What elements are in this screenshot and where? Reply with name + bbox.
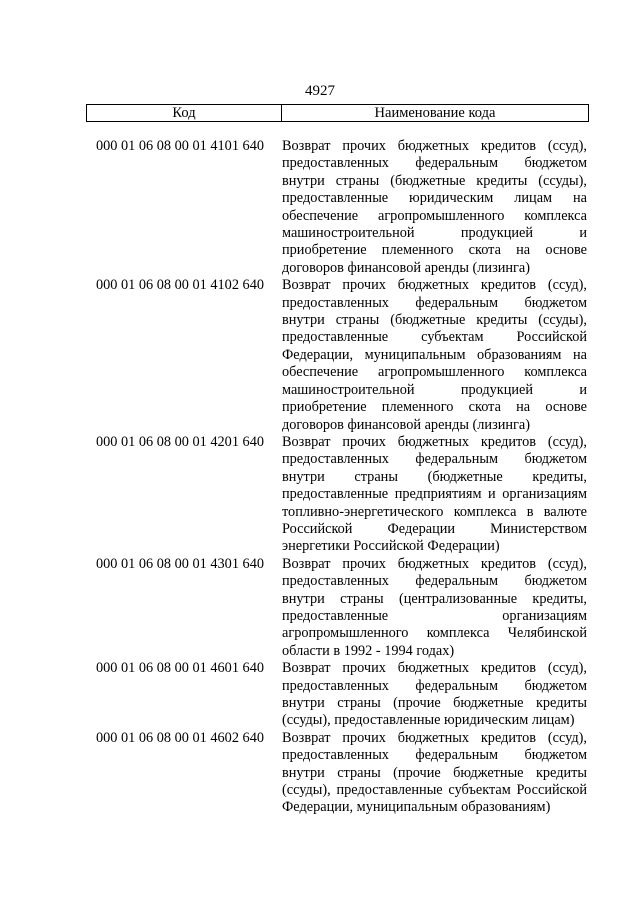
code-table-body	[96, 138, 589, 817]
table-row	[96, 277, 589, 434]
column-header-code: Код	[87, 105, 282, 121]
row-code: 000 01 06 08 00 01 4101 640	[96, 138, 264, 154]
row-name: Возврат прочих бюджетных кредитов (ссуд), предоставленных федеральным бюджетом внутри страны (бюджетные кредиты, предоставленные предприятиям и организациям топливно-энергетического комплекса в валюте Российской Федерации Министерством энергетики Российской Федерации)	[282, 433, 587, 555]
row-name: Возврат прочих бюджетных кредитов (ссуд), предоставленных федеральным бюджетом внутри страны (бюджетные кредиты (ссуды), предоставленные субъектам Российской Федерации, муниципальным образованиям на обеспечение агропромышленного комплекса машиностроительной продукцией и приобретение племенного скота на основе договоров финансовой аренды (лизинга)	[282, 277, 587, 433]
table-row	[96, 730, 589, 817]
table-row	[96, 138, 589, 277]
row-name: Возврат прочих бюджетных кредитов (ссуд), предоставленных федеральным бюджетом внутри страны (централизованные кредиты, предоставленные организациям агропромышленного комплекса Челябинской области в 1992 - 1994 годах)	[282, 555, 587, 659]
row-code: 000 01 06 08 00 01 4601 640	[96, 660, 264, 677]
row-code: 000 01 06 08 00 01 4301 640	[96, 555, 264, 572]
page-number: 4927	[305, 83, 335, 99]
table-header	[86, 104, 589, 122]
table-row	[96, 660, 589, 730]
column-header-name: Наименование кода	[374, 105, 496, 121]
row-name: Возврат прочих бюджетных кредитов (ссуд), предоставленных федеральным бюджетом внутри страны (прочие бюджетные кредиты (ссуды), предоставленные юридическим лицам)	[282, 660, 587, 729]
row-name: Возврат прочих бюджетных кредитов (ссуд), предоставленных федеральным бюджетом внутри страны (прочие бюджетные кредиты (ссуды), предоставленные субъектам Российской Федерации, муниципальным образованиям)	[282, 729, 587, 816]
table-row	[96, 556, 589, 660]
row-code: 000 01 06 08 00 01 4602 640	[96, 729, 264, 746]
row-name: Возврат прочих бюджетных кредитов (ссуд), предоставленных федеральным бюджетом внутри страны (бюджетные кредиты (ссуды), предоставленные юридическим лицам на обеспечение агропромышленного комплекса машиностроительной продукцией и приобретение племенного скота на основе договоров финансовой аренды (лизинга)	[282, 138, 587, 276]
row-code: 000 01 06 08 00 01 4102 640	[96, 277, 264, 294]
table-row	[96, 434, 589, 556]
row-code: 000 01 06 08 00 01 4201 640	[96, 433, 264, 450]
